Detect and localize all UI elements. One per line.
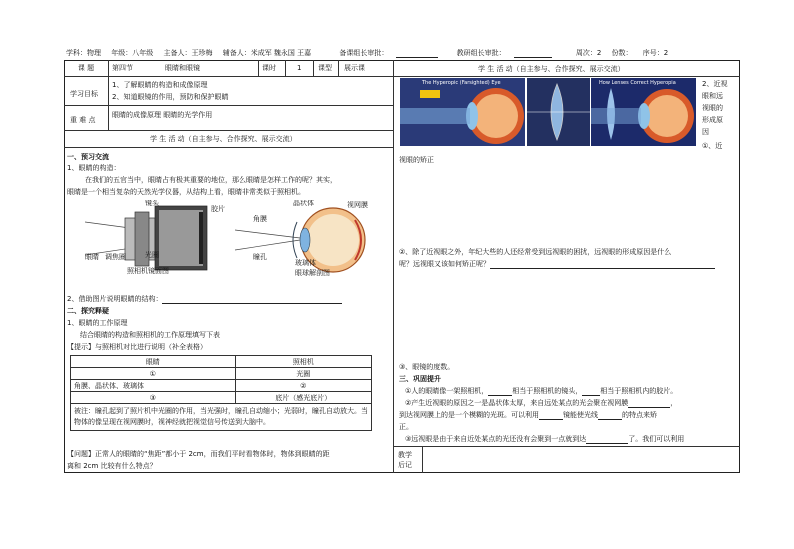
intro-paragraph-1: 在我们的五官当中，眼睛占有极其重要的地位，那么眼睛是怎样工作的呢？其实， [85, 176, 337, 184]
keypoints-label: 重 难 点 [70, 116, 96, 124]
lesson-title: 眼睛和眼镜 [165, 64, 200, 72]
assistant-preparers: 辅备人：米成军 魏永国 王嘉 [222, 49, 312, 57]
hours-value: 1 [297, 64, 302, 72]
fig-label-aperture: 光圈 [145, 251, 159, 259]
question-line-2: 离和 2cm 比较有什么特点？ [67, 462, 157, 470]
table-header-eye: 眼睛 [71, 356, 236, 368]
teaching-notes-field[interactable] [423, 447, 739, 472]
fig-label-cornea: 角膜 [253, 215, 267, 223]
teach-group-approval: 教研组长审批： [456, 49, 506, 57]
intro-paragraph-2: 眼睛是一个相当复杂的天然光学仪器，从结构上看，眼睛非常类似于照相机。 [67, 188, 305, 196]
week-number: 周次：2 [575, 49, 602, 57]
hyperopia-correction-image: How Lenses Correct Hyperopia [591, 78, 696, 146]
fig-label-vitreous: 玻璃体 [295, 259, 316, 267]
lesson-type: 展示课 [344, 64, 365, 72]
type-label: 课型 [318, 64, 332, 72]
table-note: 被注：瞳孔起到了照片机中光圈的作用，当光强时，瞳孔自动缩小；光弱时，瞳孔自动放大。当物体的像呈现在视网膜时，视神经就把视觉信号传送到大脑中。 [71, 404, 372, 431]
goals-label: 学习目标 [70, 90, 98, 98]
table-cell-blank-1[interactable]: ① [71, 368, 236, 380]
consolidate-q3: ③远视眼是由于来自近处某点的光还没有会聚到一点就到达 了。我们可以利用 [405, 435, 685, 443]
section-consolidate: 三、巩固提升 [399, 375, 441, 383]
goal-2: 2、知道眼镜的作用，预防和保护眼睛 [112, 93, 229, 101]
fig-label-lens: 镜头 [145, 200, 159, 207]
table-cell-blank-3[interactable]: ③ [71, 392, 236, 404]
fig-label-eye: 眼睛 [85, 253, 99, 261]
section-explore: 二、探究释疑 [67, 307, 109, 315]
serial-number: 序号：2 [642, 49, 669, 57]
hyperopic-eye-image: The Hyperopic (Farsighted) Eye [400, 78, 525, 146]
table-cell-blank-2[interactable]: ② [235, 380, 371, 392]
camera-eye-diagram [85, 200, 375, 278]
fig-label-pupil: 瞳孔 [253, 253, 267, 261]
page-header [66, 48, 676, 58]
goal-1: 1、了解眼睛的构造和成像原理 [112, 81, 208, 89]
consolidate-q1: ①人的眼睛像一架照相机， 相当于照相机的镜头， 相当于照相机内的胶片。 [405, 387, 678, 395]
fig-label-lens-crystalline: 晶状体 [293, 200, 314, 207]
copies: 份数： [611, 49, 633, 57]
consolidate-q2: ②产生近视眼的原因之一是晶状体太厚，来自远处某点的光会聚在视网膜 ， [405, 399, 678, 407]
structure-question: 2、借助图片说明眼睛的结构： [67, 294, 342, 304]
correcting-lens-image [527, 78, 590, 146]
table-cell-film: 底片（感光底片） [235, 392, 371, 404]
hint-text: 【提示】与照相机对比进行说明（补全表格） [67, 343, 207, 351]
fig-caption-eye: 眼球解剖图 [295, 269, 330, 277]
comparison-table [70, 355, 372, 431]
table-cell-aperture: 光圈 [235, 368, 371, 380]
lens-degree-text: ③、眼镜的度数。 [399, 363, 455, 371]
right-activity-title: 学 生 活 动（自主参与、合作探究、展示交流） [478, 65, 625, 73]
working-principle-heading: 1、眼睛的工作原理 [67, 319, 128, 327]
table-instruction: 结合眼睛的构造和照相机的工作原理填写下表 [80, 331, 220, 339]
topic-label: 课 题 [77, 64, 95, 72]
fig-label-retina: 视网膜 [347, 201, 368, 209]
fig-caption-camera: 照相机镜面图 [127, 267, 169, 275]
question-line-1: 【问题】正常人的眼睛的“焦距”都小于 2cm，而我们平时看物体时，物体到眼睛的距 [67, 450, 330, 458]
lead-preparer: 主备人：王珍梅 [163, 49, 213, 57]
section-number: 第四节 [112, 64, 133, 72]
hours-label: 课时 [262, 64, 276, 72]
section-preview: 一、预习交流 [67, 153, 109, 161]
fig-label-focus-ring: 调焦圈 [105, 253, 126, 261]
hyperopia-question-2: 呢？远视眼又该如何矫正呢？ [399, 259, 715, 269]
keypoints-text: 眼睛的成像原理 眼睛的光学作用 [112, 111, 213, 119]
prep-group-approval: 备课组长审批： [339, 49, 389, 57]
subject: 学科：物理 [66, 49, 101, 57]
table-header-camera: 照相机 [235, 356, 371, 368]
consolidate-q2-cont: 到达视网膜上的是一个模糊的光斑。可以利用 镜能使光线 的特点来矫 [399, 411, 657, 419]
teaching-notes-label: 教学后记 [398, 451, 412, 469]
fig-label-film: 胶片 [211, 205, 225, 213]
grade: 年级：八年级 [111, 49, 154, 57]
myopia-correction-text: 视眼的矫正 [399, 156, 434, 164]
consolidate-q2-end: 正。 [399, 423, 413, 431]
hyperopia-question-1: ②、除了近视眼之外，年纪大些的人还经常受到远视眼的困扰，远视眼的形成原因是什么 [399, 248, 672, 256]
table-cell-cornea: 角膜、晶状体、玻璃体 [71, 380, 236, 392]
left-activity-title: 学 生 活 动（自主参与、合作探究、展示交流） [150, 135, 297, 143]
eye-structure-heading: 1、眼睛的构造： [67, 164, 121, 172]
